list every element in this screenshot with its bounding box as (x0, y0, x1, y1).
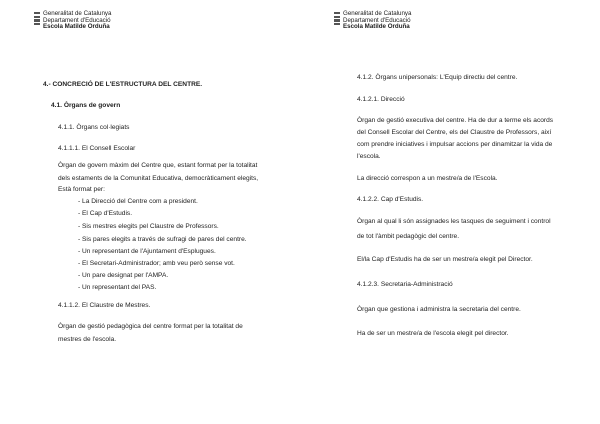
heading-4-1-2: 4.1.2. Òrgans unipersonals: L'Equip directiu del centre. (357, 74, 518, 81)
paragraph-line: Ha de ser un mestre/a de l'escola elegit pel director. (357, 330, 509, 337)
header-line-2: Departament d'Educació (43, 16, 111, 24)
paragraph-line: Òrgan que gestiona i administra la secretaria del centre. (357, 306, 521, 313)
paragraph-line: dels estaments de la Comunitat Educativa, democràticament elegits, (58, 175, 259, 182)
heading-4-1-2-2: 4.1.2.2. Cap d'Estudis. (357, 196, 424, 203)
right-page (300, 0, 600, 424)
list-item: - Sis mestres elegits pel Claustre de Professors. (78, 223, 219, 230)
paragraph-line: com prendre iniciatives i impulsar accions per dinamitzar la vida de (357, 141, 553, 148)
list-item: - Sis pares elegits a través de sufragi de pares del centre. (78, 236, 247, 243)
list-item: - La Direcció del Centre com a president. (78, 198, 198, 205)
heading-4-1-2-3: 4.1.2.3. Secretaria-Administració (357, 281, 453, 288)
heading-4-1-1-2: 4.1.1.2. El Claustre de Mestres. (58, 302, 151, 309)
paragraph-line: El/la Cap d'Estudis ha de ser un mestre/a elegit pel Director. (357, 256, 533, 263)
generalitat-logo-icon (334, 12, 340, 27)
generalitat-logo-icon (34, 12, 40, 27)
paragraph-line: del Consell Escolar del Centre, els del Claustre de Professors, així (357, 129, 552, 136)
paragraph-line: de tot l'àmbit pedagògic del centre. (357, 233, 460, 240)
section-title: 4.- CONCRECIÓ DE L'ESTRUCTURA DEL CENTRE. (43, 81, 203, 88)
paragraph-line: Òrgan de govern màxim del Centre que, estant format per la totalitat (58, 162, 258, 169)
heading-4-1-1: 4.1.1. Òrgans col·legiats (58, 124, 130, 131)
list-item: - El Cap d'Estudis. (78, 210, 133, 217)
heading-4-1-1-1: 4.1.1.1. El Consell Escolar (58, 145, 136, 152)
list-item: - Un representant del PAS. (78, 284, 157, 291)
header-line-2: Departament d'Educació (343, 16, 411, 24)
header-line-3: Escola Matilde Orduña (343, 23, 410, 31)
paragraph-line: Òrgan al qual li són assignades les tasques de seguiment i control (357, 218, 551, 225)
page-header (43, 11, 111, 31)
header-line-1: Generalitat de Catalunya (343, 10, 412, 17)
heading-4-1-2-1: 4.1.2.1. Direcció (357, 96, 405, 103)
paragraph-line: mestres de l'escola. (58, 336, 117, 343)
paragraph-line: La direcció correspon a un mestre/a de l'Escola. (357, 175, 498, 182)
page-header (343, 11, 411, 31)
list-item: - Un representant de l'Ajuntament d'Esplugues. (78, 248, 216, 255)
list-item: - Un pare designat per l'AMPA. (78, 272, 169, 279)
paragraph-line: Està format per: (58, 186, 105, 193)
subsection-heading: 4.1. Òrgans de govern (51, 102, 121, 109)
paragraph-line: Òrgan de gestió pedagògica del centre format per la totalitat de (58, 323, 243, 330)
header-line-1: Generalitat de Catalunya (43, 10, 112, 17)
paragraph-line: Òrgan de gestió executiva del centre. Ha de dur a terme els acords (357, 117, 554, 124)
list-item: - El Secretari-Administrador; amb veu però sense vot. (78, 260, 235, 267)
header-line-3: Escola Matilde Orduña (43, 23, 110, 31)
paragraph-line: l'escola. (357, 153, 381, 160)
